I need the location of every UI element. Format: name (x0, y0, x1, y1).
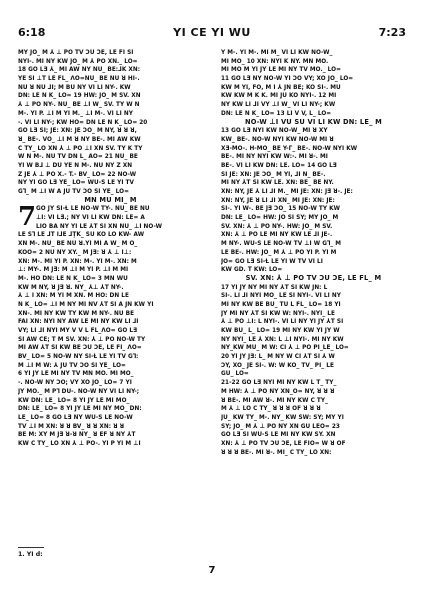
text-line: NYI-. MI NY KW JO_ M ⅄ PO XN._ LO= (18, 56, 138, 65)
text-line: W N M-. NU TV DN L_ AO= 21 NU_ BE (18, 152, 138, 161)
text-line: ꓤ ꓤ ꓤ BE-. MI ꓤ-. MI_ C TY_ LO XN: (221, 447, 332, 456)
text-line: XN: NY, JE ꓤ LI ⅃I XN_ MI JE: XN: JE: (221, 195, 335, 204)
right-column-bottom-text (221, 283, 406, 457)
text-line: SI-. YI W-. BE J∃ ƆO_ 15 NO-W TY KW (221, 204, 341, 213)
text-line: XƎ-MO-. H-MO_ BE Y-Γ_ BE-. NO-W NYI KW (221, 143, 358, 152)
left-column-top-text (18, 48, 203, 196)
text-line: VY; LI ⅃I NYI MY V V L FL_ΛO= GO L∃ (18, 326, 138, 334)
text-line: ƆY, XO_ JE SI-. W: W KO_ TV_ PI_ LE (221, 360, 334, 369)
text-line: BE-. VI LI KW DN: LE. LO= 14 GO L∃ (221, 160, 337, 169)
text-line: ⅄ ⊥ I XN: M YI M XN. M HO: DN LE (18, 291, 129, 300)
header-book-title: YI CE YI WU (173, 26, 251, 39)
text-line: G⅂_ M ⊥I W A JU TV ƆO SI YE_ LO= (18, 187, 129, 195)
left-column (18, 48, 203, 448)
text-line: NU ꓤ NU ⅃I; M BU NY VI LI NY-. KW (18, 82, 131, 91)
text-line: SI-. LI ⅃I NYI MO_ LE SI NYI-. VI LI NY (221, 291, 341, 300)
header-chapter-verse-end: 7:23 (378, 26, 406, 39)
text-line: DN: LE N K_ LO= 13 LI V V, L_ LO= (221, 108, 332, 117)
text-line: MI NY ⅄T SI KW LE. XN: BE_ BE NY. (221, 178, 334, 187)
running-header (18, 26, 406, 42)
text-line: N K_ LO= ⊥I M NY MI NV ⅄T SI A JN KW YI (18, 299, 154, 308)
text-line: TV ⊥I M XN: ꓤ ꓤ BV_ ꓤ ꓤ XN: ꓤ ꓤ (18, 421, 125, 430)
text-line: SI JE: XN: JE ƆO_ M YI, ⅃I N_ BE-. (221, 169, 326, 178)
text-line: KW C TY_ LO XN ⅄ ⊥ PO-. YI P YI M ⊥I (18, 438, 141, 447)
text-line: KW BU_ L_ LO= 19 MI NY KW YI JY W (221, 326, 340, 334)
text-line: ⅄ ⊥ PO ⊥I: L NYI-. VI LI NY YI JY ⅄T SI (221, 317, 344, 326)
text-line: NY_KW MU_ M W: CI ⅄ ⊥ PO PI_LE_ LO= (221, 343, 349, 352)
text-line: JO= GO L∃ SI-Ƚ LE YI W TV VI LI (221, 256, 323, 265)
right-column (221, 48, 406, 456)
footnote: 1. YI d: (18, 551, 43, 558)
text-line: NY KW LI ⅃I VY ⊥I W_ VI LI NY-; KW (221, 100, 336, 109)
text-line: FAI XN: NYI NY AW LE MI NY KW LI ⅃I (18, 317, 139, 326)
text-line: DN: LE_ LO= 8 YI JY LE MI NY MO_ DN: (18, 404, 142, 413)
text-line: BV_ LO= 5 NO-W NY SI-Ƚ LE YI TV G⅂: (18, 352, 139, 361)
chapter-opening (18, 204, 203, 239)
text-line: -. VI LI NY-; KW HO= DN LE N K_ LO= 20 (18, 117, 148, 126)
text-line: ꓤ_ BE-. VO_ ⊥I M ꓤ NY BE-. MI AW KW (18, 134, 141, 143)
text-line: M HW: ⅄ ⊥ PO NY XN_O= NY, ꓤ ꓤ ꓤ (221, 386, 335, 395)
chapter-opening-text (18, 204, 203, 239)
text-line: KW GD. T KW: LO= (221, 265, 283, 274)
section-heading-left: MN MU MI_ M (84, 195, 137, 204)
text-line: SY; JO_ M ⅄ ⊥ PO NY XN GU LEO= 23 (221, 421, 340, 430)
text-line: C TY_ LO XN ⅄ ⊥ PO ⊥I XN SV. TY K TY (18, 143, 143, 152)
text-line: ⅄ ⊥ PO NY-. NU_ BE ⊥I W_ SV. TY W N (18, 100, 140, 109)
page-number: 7 (208, 565, 216, 576)
text-line: BE M: XY M J∃ ꓤ-ꓤ NY_ ꓤ EF ꓤ NY ⅄T (18, 430, 136, 439)
text-line: LE_ LO= 8 GO L∃ NY WU-S LE NO-W (18, 412, 133, 421)
text-line: M-. YI P. ⊥I M YI M._ ⊥I M-. VI LI NY (18, 108, 133, 117)
text-line: XN: ⅄ ⊥ PO LE MI NY KW LE ⅃I JE-. (221, 230, 333, 239)
text-line: KOO= 2 NU NY XY._ M J∃: ꓤ ⅄ ⊥ I⊥: (18, 247, 132, 256)
text-line: YI W B⅃ ⊥ DU YE N M-. NU NY Z XN (18, 160, 133, 169)
text-line: XN: NY, JE ⅄ LI ⅃I M._ MI JE: XN: J∃ ꓤ-. JE: (221, 187, 353, 195)
header-chapter-verse-start: 6:18 (18, 26, 46, 39)
text-line: 21-22 GO L∃ NYI MI NY KW L T_ TY_ (221, 378, 337, 387)
text-line: KW_ BE-. NO-W NYI KW NO-W MI ꓤ (221, 134, 334, 143)
text-line: GO L∃ SI; JE: XN: JE ƆO_ M NY, ꓤ ꓤ ꓤ, (18, 126, 137, 135)
section-heading-right-1: NO-W ⊥I VU SU VI LI KW DN: LE_ M (245, 117, 382, 126)
text-line: 11 GO L∃ NY NO-W YI ƆO VY; XO JO_ LO= (221, 74, 354, 83)
text-line: 20 YI JY J∃: L_ M NY W CI ⅄T SI ⅄ W (221, 352, 335, 361)
text-line: 6 YI JY LE MI NY TV MN MO. MI MO_ (18, 369, 134, 378)
text-line: M ⊥I M W: ⅄ JU TV ƆO SI YE_ LO= (18, 360, 126, 369)
text-line: XN-. MI NY KW TY KW M NY-. NU BE (18, 308, 135, 317)
text-line: KW M YI, FO, M I ⅄ JN BE; KO SI-. MU (221, 82, 341, 91)
text-line: GO JY SI-Ƚ LE NO-W TY-. NU_ BE NU (36, 204, 150, 213)
text-line: -. NO-W NY ƆO; VY XO JO_ LO= 7 YI (18, 378, 132, 387)
text-line: LIO BA NY YI LE ⅄T SI XN NU_ ⊥I NO-W (36, 221, 163, 230)
text-line: BE-. MI NY NYI KW W:-. MI ꓤ-. MI (221, 152, 328, 161)
text-line: JY MI NY ⅄T SI KW W: NYI-. NYI_ LE (221, 308, 335, 317)
text-line: 13 GO L∃ NYI KW NO-W_ MI ꓤ XY (221, 126, 328, 135)
text-line: MI MO_ 10 XN: NYI K NY. MN MO. (221, 56, 329, 65)
text-line: MI AW ⅄T SI KW BE ƆU ƆE, LE FI_ ΛO= (18, 343, 142, 352)
text-line: DN: LE_ LO= HW: JO SI SY; MY JO_ M (221, 213, 339, 222)
text-line: NY NYI_ LE ⅄ XN: L ⊥I NYI-. MI NY KW (221, 334, 344, 343)
text-line: DN: LE N K_ LO= 19 HW: JO_ M SV. XN (18, 91, 141, 100)
left-column-bottom-text (18, 239, 203, 448)
section-heading-right-2: SV. XN: ⅄ ⊥ PO TV ƆU ƆE, LE FL_ M (245, 273, 382, 282)
text-line: LE BE-. HW: JO_ M ⅄ ⊥ PO YI P. YI M (221, 247, 337, 256)
text-line: XN M-. NU_ BE NU ꓤ.YI MI A W_ M O_ (18, 239, 138, 248)
text-line: YE SI ⊥T LE FL_ ΛO=NU_ BE NU ꓤ HI-. (18, 74, 140, 83)
text-line: ⊥I: VI L∃.; NY VI LI KW DN: LE= A (36, 213, 145, 222)
text-line: KW M NY, ꓤ J∃ ꓤ. NY_ ⅄⊥ ⅄T NY-. (18, 282, 124, 291)
text-line: Y M-. YI M-. MI M_ VI LI KW NO-W_ (221, 48, 333, 56)
right-column-middle-text (221, 126, 406, 274)
text-line: M-. HO DN: LE N K_ LO= 3 MN WU (18, 273, 128, 282)
text-line: JY MO._ M P⅂ DU-. NO-W NY VI LI NY-; (18, 386, 140, 395)
text-line: JU_ KW TY_ M-. NY_ KW SW: SY; MY YI (221, 412, 344, 421)
text-line: GU_ LO= (221, 369, 249, 378)
right-column-top-text (221, 48, 406, 118)
text-line: GO L∃ SI WU-S LE MI NY KW SY. XN (221, 430, 336, 439)
text-line: ꓤ BE-. MI AW ꓤ-. MI NY KW C TY_ (221, 395, 329, 404)
text-line: M ⅄ ⊥ LO C TY_ ꓤ ꓤ ꓤ OF ꓤ ꓤ ꓤ (221, 404, 321, 413)
text-line: 17 YI JY NY MI NY ⅄T SI KW JN: L (221, 282, 328, 291)
text-line: MI NY KW BE BU_ TU L FL_ LO= 18 YI (221, 299, 341, 308)
text-line: LE S⅂ LE ⅃T I⅃E ⅃ŢK_ SU KO LO KW- AW (18, 230, 145, 239)
footnote-rule (18, 547, 44, 548)
text-line: 18 GO L∃ ⅄_ MI AW NY NU_ BE:⅃K XN: (18, 65, 141, 74)
text-line: XN: ⅄ ⊥ PO TV ƆU ƆE, LE FIO= W ꓤ OF (221, 438, 346, 447)
text-line: MY JO_ M ⅄ ⊥ PO TV ƆU ƆE, LE FI SI (18, 48, 134, 56)
chapter-number: 7 (18, 204, 37, 233)
text-line: KW DN: LE_ LO= 8 YI JY LE MI MO_ (18, 395, 130, 404)
text-line: M NY-. WU-S LE NO-W TV ⊥I W G⅂_ M (221, 239, 341, 248)
text-line: MI MO M YI JY LE MI NY TV MO._ LO= (221, 65, 341, 74)
text-line: KW KW M K K. MI JU KO NYI-. 12 MI (221, 91, 337, 100)
text-line: Z JE ⅄ ⊥ PO X.- T.- BV_ LO= 22 NO-W (18, 169, 137, 178)
text-line: ⊥: MY-. M J∃: M ⊥I M YI P. ⊥I M MI (18, 265, 129, 274)
text-line: SI AW CE; T M SV. XN: ⅄ ⊥ PO NO-W TY (18, 334, 146, 343)
text-line: XN: M-. MI YI P. XN: M-. YI M-. XN: M (18, 256, 137, 265)
text-line: SV. XN: ⅄ ⊥ PO NY-. HW: JO_ M SV. (221, 221, 333, 230)
text-line: NY YI GO L∃ YE_ LO= WU-S LE YI TV (18, 178, 135, 187)
